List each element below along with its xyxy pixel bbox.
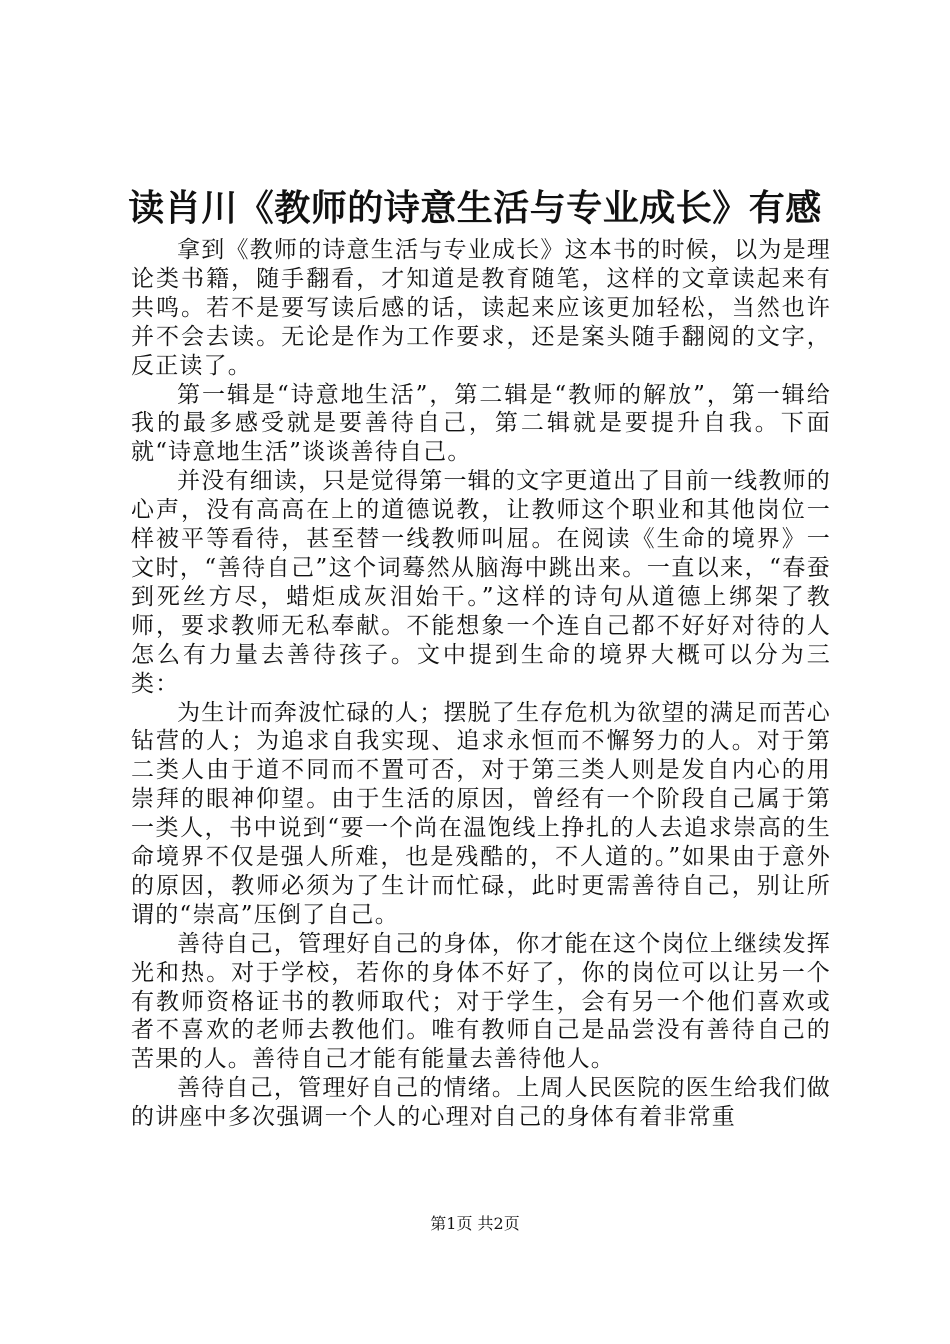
document-title: 读肖川《教师的诗意生活与专业成长》有感 xyxy=(128,187,822,229)
paragraph-2: 第一辑是“诗意地生活”，第二辑是“教师的解放”，第一辑给我的最多感受就是要善待自己，第二辑就是要提升自我。下面就“诗意地生活”谈谈善待自己。 xyxy=(131,381,831,466)
paragraph-5: 善待自己，管理好自己的身体，你才能在这个岗位上继续发挥光和热。对于学校，若你的身体不好了，你的岗位可以让另一个有教师资格证书的教师取代；对于学生，会有另一个他们喜欢或者不喜欢的老师去教他们。唯有教师自己是品尝没有善待自己的苦果的人。善待自己才能有能量去善待他人。 xyxy=(131,930,831,1073)
paragraph-4: 为生计而奔波忙碌的人；摆脱了生存危机为欲望的满足而苦心钻营的人；为追求自我实现、追求永恒而不懈努力的人。对于第二类人由于道不同而不置可否，对于第三类人则是发自内心的用崇拜的眼神仰望。由于生活的原因，曾经有一个阶段自己属于第一类人，书中说到“要一个尚在温饱线上挣扎的人去追求崇高的生命境界不仅是强人所难，也是残酷的，不人道的。”如果由于意外的原因，教师必须为了生计而忙碌，此时更需善待自己，别让所谓的“崇高”压倒了自己。 xyxy=(131,699,831,928)
page-number-footer: 第1页 共2页 xyxy=(430,1214,520,1233)
paragraph-6: 善待自己，管理好自己的情绪。上周人民医院的医生给我们做的讲座中多次强调一个人的心理对自己的身体有着非常重 xyxy=(131,1075,831,1131)
paragraph-1: 拿到《教师的诗意生活与专业成长》这本书的时候，以为是理论类书籍，随手翻看，才知道是教育随笔，这样的文章读起来有共鸣。若不是要写读后感的话，读起来应该更加轻松，当然也许并不会去读。无论是作为工作要求，还是案头随手翻阅的文字，反正读了。 xyxy=(131,237,831,379)
document-body xyxy=(131,236,831,1132)
paragraph-3: 并没有细读，只是觉得第一辑的文字更道出了目前一线教师的心声，没有高高在上的道德说教，让教师这个职业和其他岗位一样被平等看待，甚至替一线教师叫屈。在阅读《生命的境界》一文时，“善待自己”这个词蓦然从脑海中跳出来。一直以来，“春蚕到死丝方尽，蜡炬成灰泪始干。”这样的诗句从道德上绑架了教师，要求教师无私奉献。不能想象一个连自己都不好好对待的人怎么有力量去善待孩子。文中提到生命的境界大概可以分为三类： xyxy=(131,468,831,697)
